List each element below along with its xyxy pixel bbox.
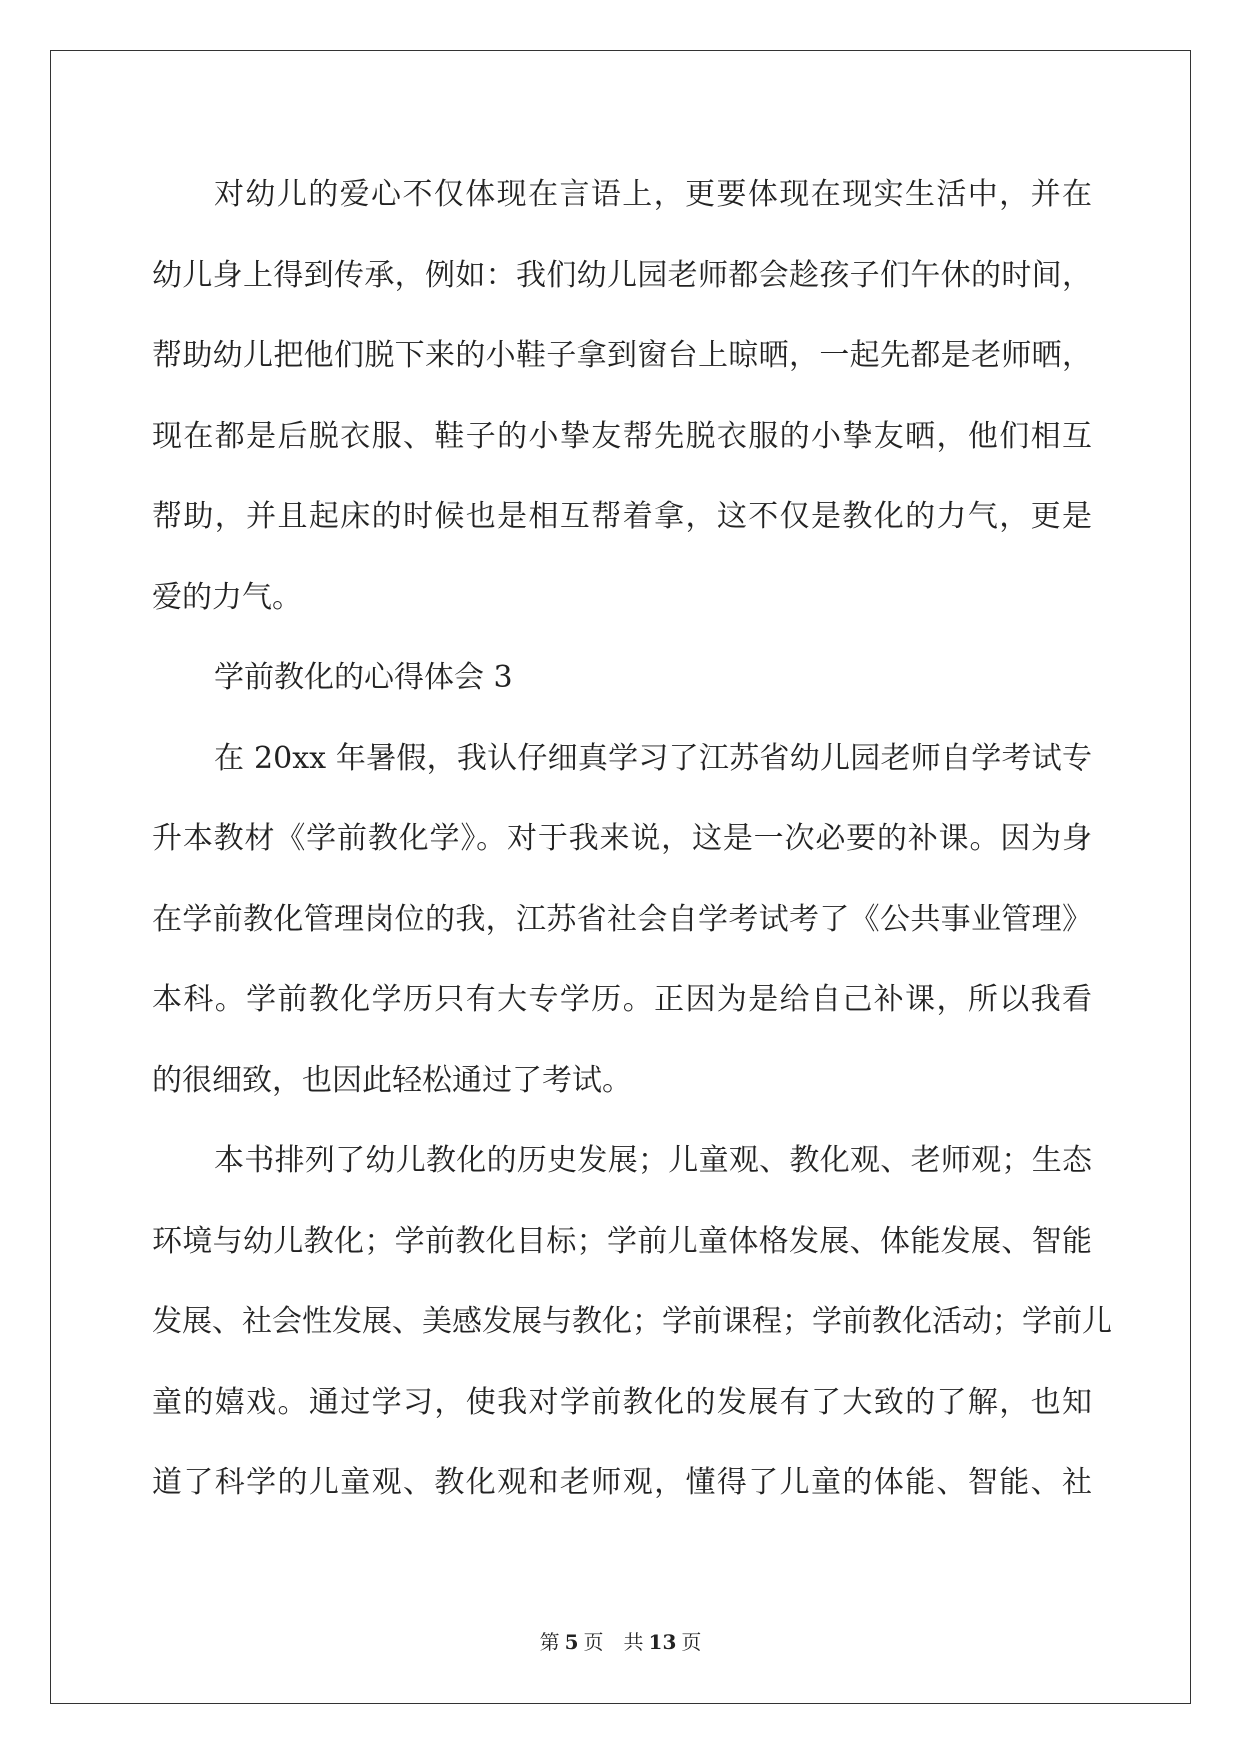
- text-line: 道了科学的儿童观、教化观和老师观，懂得了儿童的体能、智能、社: [152, 1465, 1092, 1500]
- text-line: 的很细致，也因此轻松通过了考试。: [152, 1062, 632, 1098]
- paragraph-2: [152, 719, 1092, 1122]
- total-pages: 13: [648, 1630, 677, 1654]
- paragraph-3: [152, 1121, 1112, 1524]
- heading-text: 学前教化的心得体会 3: [214, 660, 513, 695]
- footer-prefix: 第: [539, 1630, 560, 1654]
- text-line: 现在都是后脱衣服、鞋子的小挚友帮先脱衣服的小挚友晒，他们相互: [152, 418, 1092, 454]
- page-footer: [0, 1626, 1241, 1655]
- paragraph-1: [152, 155, 1092, 638]
- text-line: 本书排列了幼儿教化的历史发展；儿童观、教化观、老师观；生态: [214, 1143, 1092, 1178]
- footer-total-suffix: 页: [681, 1630, 702, 1654]
- page-number: 5: [564, 1630, 579, 1654]
- footer-total-prefix: 共: [623, 1630, 644, 1654]
- text-line: 爱的力气。: [152, 579, 302, 615]
- text-line: 对幼儿的爱心不仅体现在言语上，更要体现在现实生活中，并在: [214, 177, 1092, 212]
- document-body: [152, 155, 1112, 1524]
- text-line: 帮助，并且起床的时候也是相互帮着拿，这不仅是教化的力气，更是: [152, 499, 1092, 534]
- text-line: 童的嬉戏。通过学习，使我对学前教化的发展有了大致的了解，也知: [152, 1384, 1092, 1420]
- text-line: 本科。学前教化学历只有大专学历。正因为是给自己补课，所以我看: [152, 982, 1092, 1017]
- text-line: 帮助幼儿把他们脱下来的小鞋子拿到窗台上晾晒，一起先都是老师晒，: [152, 338, 1092, 373]
- text-line: 在学前教化管理岗位的我，江苏省社会自学考试考了《公共事业管理》: [152, 901, 1092, 937]
- text-line: 升本教材《学前教化学》。对于我来说，这是一次必要的补课。因为身: [152, 821, 1092, 856]
- text-line: 发展、社会性发展、美感发展与教化；学前课程；学前教化活动；学前儿: [152, 1304, 1112, 1339]
- text-line: 在 20xx 年暑假，我认仔细真学习了江苏省幼儿园老师自学考试专: [214, 740, 1092, 776]
- text-line: 环境与幼儿教化；学前教化目标；学前儿童体格发展、体能发展、智能: [152, 1223, 1092, 1259]
- text-line: 幼儿身上得到传承，例如：我们幼儿园老师都会趁孩子们午休的时间，: [152, 257, 1092, 293]
- section-heading: [152, 638, 1092, 719]
- footer-page-suffix: 页: [583, 1630, 604, 1654]
